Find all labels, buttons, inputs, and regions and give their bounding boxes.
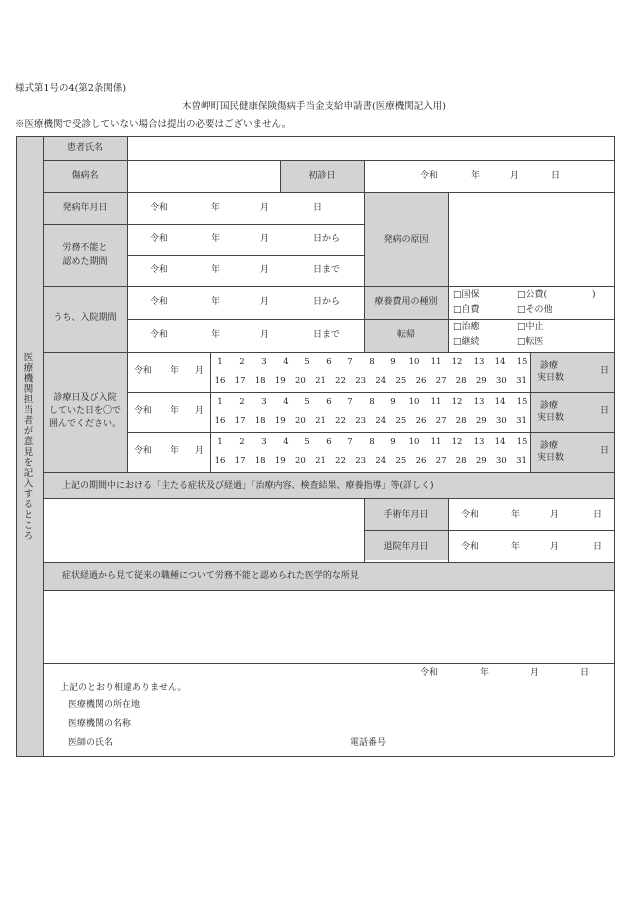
calendar-day-3-19[interactable]: 19	[274, 456, 286, 466]
onset-year: 年	[211, 203, 221, 213]
calendar-day-2-5[interactable]: 5	[304, 397, 310, 407]
checkbox-keizoku[interactable]: □継続	[453, 337, 480, 347]
calendar-day-1-6[interactable]: 6	[326, 357, 332, 367]
calendar-day-3-26[interactable]: 26	[415, 456, 427, 466]
calendar-day-1-26[interactable]: 26	[415, 376, 427, 386]
calendar-day-2-8[interactable]: 8	[369, 397, 375, 407]
calendar-day-3-31[interactable]: 31	[516, 456, 527, 466]
actual-days-3-label-a: 診療	[540, 441, 559, 451]
calendar-day-3-15[interactable]: 15	[516, 437, 528, 447]
inpatient-from-year: 年	[211, 297, 221, 307]
kouhi-close-paren: )	[592, 290, 596, 300]
checkbox-teni[interactable]: □転医	[517, 337, 544, 347]
calendar-day-1-10[interactable]: 10	[408, 357, 420, 367]
cal2-era: 令和	[134, 406, 153, 416]
calendar-day-1-24[interactable]: 24	[375, 376, 387, 386]
calendar-day-3-24[interactable]: 24	[375, 456, 387, 466]
calendar-day-3-21[interactable]: 21	[315, 456, 326, 466]
confirm-text: 上記のとおり相違ありません。	[60, 683, 187, 693]
calendar-day-2-28[interactable]: 28	[455, 416, 467, 426]
actual-days-1-label-a: 診療	[540, 361, 559, 371]
medical-cost-type-label: 療養費用の種別	[374, 297, 438, 307]
calendar-day-1-28[interactable]: 28	[455, 376, 467, 386]
calendar-day-1-19[interactable]: 19	[274, 376, 286, 386]
checkbox-sonota[interactable]: □その他	[517, 305, 553, 315]
calendar-day-1-7[interactable]: 7	[347, 357, 353, 367]
patient-name-label: 患者氏名	[66, 143, 104, 153]
inpatient-from-day: 日から	[313, 297, 341, 307]
disabled-from-day: 日から	[313, 234, 341, 244]
cert-era: 令和	[420, 668, 439, 678]
calendar-day-3-9[interactable]: 9	[390, 437, 396, 447]
inpatient-from-month: 月	[260, 297, 270, 307]
checkbox-chiyu[interactable]: □治癒	[453, 322, 480, 332]
medical-opinion-label: 症状経過から見て従来の職種について労務不能と認められた医学的な所見	[62, 571, 359, 581]
discharge-month: 月	[550, 542, 560, 552]
surgery-year: 年	[511, 510, 521, 520]
calendar-day-3-2[interactable]: 2	[239, 437, 245, 447]
calendar-day-3-29[interactable]: 29	[475, 456, 487, 466]
inpatient-to-year: 年	[211, 330, 221, 340]
side-label: 医療機関担当者が意見を記入するところ	[21, 352, 33, 541]
calendar-day-1-15[interactable]: 15	[516, 357, 528, 367]
calendar-day-3-11[interactable]: 11	[430, 437, 442, 447]
calendar-day-2-3[interactable]: 3	[261, 397, 267, 407]
first-visit-label: 初診日	[308, 171, 336, 181]
doctor-name-label: 医師の氏名	[68, 738, 114, 748]
disabled-to-era: 令和	[150, 265, 169, 275]
calendar-day-1-14[interactable]: 14	[494, 357, 506, 367]
notice-text: ※医療機関で受診していない場合は提出の必要はございません。	[15, 119, 292, 130]
calendar-day-3-10[interactable]: 10	[408, 437, 420, 447]
calendar-day-2-20[interactable]: 20	[294, 416, 306, 426]
calendar-day-1-1[interactable]: 1	[217, 357, 223, 367]
cal3-year: 年	[170, 446, 180, 456]
institution-address-label: 医療機関の所在地	[68, 700, 141, 710]
calendar-day-3-13[interactable]: 13	[473, 437, 485, 447]
calendar-day-2-4[interactable]: 4	[283, 397, 289, 407]
institution-name-label: 医療機関の名称	[68, 719, 132, 729]
calendar-day-3-18[interactable]: 18	[254, 456, 266, 466]
first-visit-era: 令和	[420, 171, 439, 181]
calendar-day-2-19[interactable]: 19	[274, 416, 286, 426]
symptoms-label: 上記の期間中における「主たる症状及び経過」「治療内容、検査結果、療養指導」等(詳しく)	[62, 481, 434, 491]
calendar-day-2-30[interactable]: 30	[495, 416, 507, 426]
calendar-day-1-4[interactable]: 4	[283, 357, 289, 367]
calendar-day-3-1[interactable]: 1	[217, 437, 223, 447]
checkbox-chushi[interactable]: □中止	[517, 322, 544, 332]
discharge-year: 年	[511, 542, 521, 552]
calendar-day-3-23[interactable]: 23	[355, 456, 367, 466]
cal2-month: 月	[195, 406, 205, 416]
visit-days-label-3: 囲んでください。	[48, 419, 122, 429]
calendar-day-1-16[interactable]: 16	[214, 376, 226, 386]
disabled-from-month: 月	[260, 234, 270, 244]
calendar-day-3-28[interactable]: 28	[455, 456, 467, 466]
calendar-day-1-5[interactable]: 5	[304, 357, 310, 367]
calendar-day-1-13[interactable]: 13	[473, 357, 485, 367]
calendar-day-3-8[interactable]: 8	[369, 437, 375, 447]
calendar-day-3-22[interactable]: 22	[335, 456, 347, 466]
calendar-day-2-22[interactable]: 22	[335, 416, 347, 426]
calendar-day-3-6[interactable]: 6	[326, 437, 332, 447]
visit-days-label-2: していた日を〇で	[48, 406, 122, 416]
calendar-day-3-4[interactable]: 4	[283, 437, 289, 447]
calendar-day-2-14[interactable]: 14	[494, 397, 506, 407]
form-number: 様式第1号の4(第2条関係)	[15, 83, 127, 94]
calendar-day-3-17[interactable]: 17	[234, 456, 246, 466]
surgery-date-label: 手術年月日	[383, 510, 429, 520]
calendar-day-2-10[interactable]: 10	[408, 397, 420, 407]
calendar-day-2-31[interactable]: 31	[516, 416, 527, 426]
surgery-era: 令和	[461, 510, 480, 520]
calendar-day-1-31[interactable]: 31	[516, 376, 527, 386]
calendar-day-2-6[interactable]: 6	[326, 397, 332, 407]
calendar-day-1-23[interactable]: 23	[355, 376, 367, 386]
calendar-day-3-16[interactable]: 16	[214, 456, 226, 466]
calendar-day-2-24[interactable]: 24	[375, 416, 387, 426]
inpatient-to-day: 日まで	[313, 330, 341, 340]
first-visit-day: 日	[551, 171, 561, 181]
visit-days-label-1: 診療日及び入院	[53, 393, 117, 403]
calendar-day-1-18[interactable]: 18	[254, 376, 266, 386]
calendar-day-2-13[interactable]: 13	[473, 397, 485, 407]
actual-days-2-label-b: 実日数	[537, 413, 565, 423]
calendar-day-1-3[interactable]: 3	[261, 357, 267, 367]
actual-days-1-unit: 日	[600, 366, 610, 376]
actual-days-3-label-b: 実日数	[537, 453, 565, 463]
calendar-day-2-29[interactable]: 29	[475, 416, 487, 426]
disabled-from-year: 年	[211, 234, 221, 244]
calendar-day-1-27[interactable]: 27	[435, 376, 447, 386]
disabled-to-year: 年	[211, 265, 221, 275]
disabled-from-era: 令和	[150, 234, 169, 244]
cert-month: 月	[530, 668, 540, 678]
calendar-day-2-7[interactable]: 7	[347, 397, 353, 407]
cert-year: 年	[480, 668, 490, 678]
calendar-day-2-2[interactable]: 2	[239, 397, 245, 407]
cal1-year: 年	[170, 366, 180, 376]
first-visit-month: 月	[510, 171, 520, 181]
calendar-day-3-30[interactable]: 30	[495, 456, 507, 466]
outcome-label: 転帰	[396, 330, 416, 340]
calendar-day-3-5[interactable]: 5	[304, 437, 310, 447]
calendar-day-1-9[interactable]: 9	[390, 357, 396, 367]
onset-era: 令和	[150, 203, 169, 213]
actual-days-3-unit: 日	[600, 446, 610, 456]
calendar-day-2-18[interactable]: 18	[254, 416, 266, 426]
calendar-day-2-26[interactable]: 26	[415, 416, 427, 426]
calendar-day-2-17[interactable]: 17	[234, 416, 246, 426]
onset-month: 月	[260, 203, 270, 213]
calendar-day-2-15[interactable]: 15	[516, 397, 528, 407]
disabled-to-month: 月	[260, 265, 270, 275]
calendar-day-1-17[interactable]: 17	[234, 376, 246, 386]
calendar-day-1-22[interactable]: 22	[335, 376, 347, 386]
inpatient-to-month: 月	[260, 330, 270, 340]
calendar-day-3-12[interactable]: 12	[451, 437, 463, 447]
calendar-day-3-14[interactable]: 14	[494, 437, 506, 447]
calendar-day-2-11[interactable]: 11	[430, 397, 442, 407]
surgery-day: 日	[593, 510, 603, 520]
calendar-day-2-25[interactable]: 25	[395, 416, 407, 426]
calendar-day-3-27[interactable]: 27	[435, 456, 447, 466]
first-visit-year: 年	[471, 171, 481, 181]
disabled-period-label-1: 労務不能と	[62, 243, 108, 253]
surgery-month: 月	[550, 510, 560, 520]
checkbox-jihi[interactable]: □自費	[453, 305, 480, 315]
discharge-day: 日	[593, 542, 603, 552]
calendar-day-3-20[interactable]: 20	[294, 456, 306, 466]
actual-days-2-unit: 日	[600, 406, 610, 416]
calendar-day-2-23[interactable]: 23	[355, 416, 367, 426]
actual-days-1-label-b: 実日数	[537, 373, 565, 383]
disease-name-label: 傷病名	[71, 171, 99, 181]
calendar-day-2-27[interactable]: 27	[435, 416, 447, 426]
checkbox-kouhi[interactable]: □公費(	[517, 290, 548, 300]
calendar-day-2-21[interactable]: 21	[315, 416, 326, 426]
calendar-day-2-16[interactable]: 16	[214, 416, 226, 426]
calendar-day-2-12[interactable]: 12	[451, 397, 463, 407]
calendar-day-1-25[interactable]: 25	[395, 376, 407, 386]
cal3-month: 月	[195, 446, 205, 456]
checkbox-kokuho[interactable]: □国保	[453, 290, 480, 300]
calendar-day-1-8[interactable]: 8	[369, 357, 375, 367]
form-title: 木曽岬町国民健康保険傷病手当金支給申請書(医療機関記入用)	[182, 101, 446, 112]
discharge-date-label: 退院年月日	[383, 542, 429, 552]
calendar-day-1-29[interactable]: 29	[475, 376, 487, 386]
cal2-year: 年	[170, 406, 180, 416]
calendar-day-3-25[interactable]: 25	[395, 456, 407, 466]
calendar-day-2-1[interactable]: 1	[217, 397, 223, 407]
actual-days-2-label-a: 診療	[540, 401, 559, 411]
cal3-era: 令和	[134, 446, 153, 456]
calendar-day-1-2[interactable]: 2	[239, 357, 245, 367]
disabled-to-day: 日まで	[313, 265, 341, 275]
onset-day: 日	[313, 203, 323, 213]
disabled-period-label-2: 認めた期間	[62, 257, 108, 267]
phone-label: 電話番号	[350, 738, 387, 748]
calendar-day-1-21[interactable]: 21	[315, 376, 326, 386]
onset-cause-label: 発病の原因	[383, 235, 429, 245]
calendar-day-1-12[interactable]: 12	[451, 357, 463, 367]
inpatient-from-era: 令和	[150, 297, 169, 307]
cert-day: 日	[580, 668, 590, 678]
inpatient-period-label: うち、入院期間	[53, 313, 117, 323]
calendar-day-3-7[interactable]: 7	[347, 437, 353, 447]
onset-date-label: 発病年月日	[62, 203, 108, 213]
calendar-day-1-30[interactable]: 30	[495, 376, 507, 386]
inpatient-to-era: 令和	[150, 330, 169, 340]
calendar-day-3-3[interactable]: 3	[261, 437, 267, 447]
calendar-day-1-11[interactable]: 11	[430, 357, 442, 367]
cal1-era: 令和	[134, 366, 153, 376]
cal1-month: 月	[195, 366, 205, 376]
discharge-era: 令和	[461, 542, 480, 552]
calendar-day-2-9[interactable]: 9	[390, 397, 396, 407]
calendar-day-1-20[interactable]: 20	[294, 376, 306, 386]
